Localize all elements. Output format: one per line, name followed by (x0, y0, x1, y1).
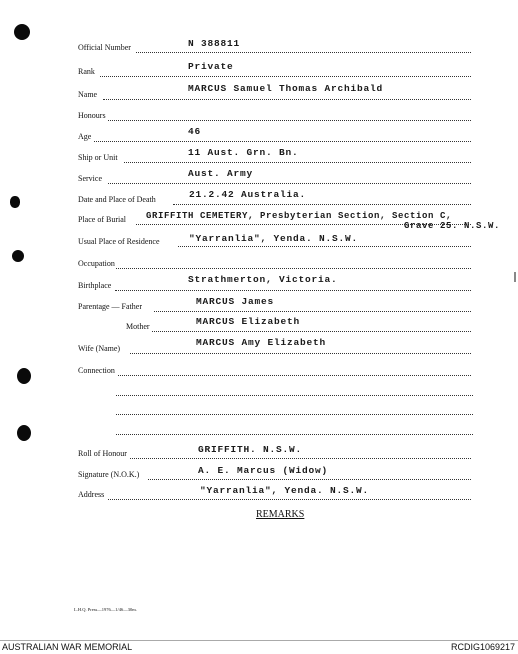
printer-note: L.H.Q. Press—1976—1/46—30m. (74, 607, 137, 612)
birthplace-value: Strathmerton, Victoria. (188, 274, 338, 285)
service-row (78, 168, 478, 188)
birthplace-row (78, 274, 478, 295)
wife-value: MARCUS Amy Elizabeth (196, 337, 327, 348)
father-label: Parentage — Father (78, 302, 142, 311)
signature-value: A. E. Marcus (Widow) (198, 465, 329, 476)
address-label: Address (78, 490, 105, 499)
official-number-label: Official Number (78, 43, 131, 52)
rank-label: Rank (78, 67, 95, 76)
father-row (78, 296, 478, 316)
name-label: Name (78, 90, 98, 99)
burial-value-line2: Grave 25. N.S.W. (404, 221, 501, 231)
ship-unit-label: Ship or Unit (78, 153, 118, 162)
address-row (78, 485, 478, 504)
age-row (78, 126, 478, 146)
punch-hole (10, 196, 20, 208)
signature-row (78, 465, 478, 484)
age-label: Age (78, 132, 92, 141)
burial-label: Place of Burial (78, 215, 126, 224)
connection-label: Connection (78, 366, 115, 375)
death-value: 21.2.42 Australia. (189, 189, 307, 200)
age-value: 46 (188, 126, 202, 137)
archive-name: AUSTRALIAN WAR MEMORIAL (2, 642, 133, 652)
name-value: MARCUS Samuel Thomas Archibald (188, 83, 384, 94)
punch-hole (14, 24, 30, 40)
wife-label: Wife (Name) (78, 344, 121, 353)
connection-line (116, 414, 473, 415)
punch-hole (12, 250, 24, 262)
mother-label: Mother (126, 322, 150, 331)
official-number-row (78, 38, 478, 57)
edge-mark (514, 272, 516, 282)
punch-hole (17, 368, 31, 384)
mother-value: MARCUS Elizabeth (196, 316, 301, 327)
record-id: RCDIG1069217 (450, 642, 515, 652)
burial-row (78, 211, 508, 231)
occupation-row (78, 259, 478, 273)
name-row (78, 83, 478, 104)
service-value: Aust. Army (188, 168, 254, 179)
connection-line (116, 395, 473, 396)
residence-label: Usual Place of Residence (78, 237, 160, 246)
residence-value: "Yarranlia", Yenda. N.S.W. (189, 233, 359, 244)
death-row (78, 189, 478, 209)
roll-of-honour-row (78, 444, 478, 463)
ship-unit-row (78, 147, 478, 167)
rank-value: Private (188, 61, 234, 72)
honours-row (78, 111, 478, 125)
burial-value: GRIFFITH CEMETERY, Presbyterian Section, Section C, (146, 211, 453, 221)
official-number-value: N 388811 (188, 38, 241, 49)
residence-row (78, 233, 478, 251)
birthplace-label: Birthplace (78, 281, 112, 290)
ship-unit-value: 11 Aust. Grn. Bn. (188, 147, 299, 158)
connection-line (116, 434, 473, 435)
death-label: Date and Place of Death (78, 195, 156, 204)
wife-row (78, 337, 478, 358)
remarks-heading: REMARKS (256, 509, 305, 520)
roll-of-honour-value: GRIFFITH. N.S.W. (198, 444, 303, 455)
signature-label: Signature (N.O.K.) (78, 470, 140, 479)
rank-row (78, 61, 478, 81)
honours-label: Honours (78, 111, 106, 120)
roll-of-honour-label: Roll of Honour (78, 449, 127, 458)
archive-footer (0, 640, 518, 654)
punch-hole (17, 425, 31, 441)
connection-row (78, 366, 478, 380)
mother-row (78, 316, 478, 336)
father-value: MARCUS James (196, 296, 275, 307)
occupation-label: Occupation (78, 259, 115, 268)
service-label: Service (78, 174, 102, 183)
address-value: "Yarranlia", Yenda. N.S.W. (200, 485, 370, 496)
